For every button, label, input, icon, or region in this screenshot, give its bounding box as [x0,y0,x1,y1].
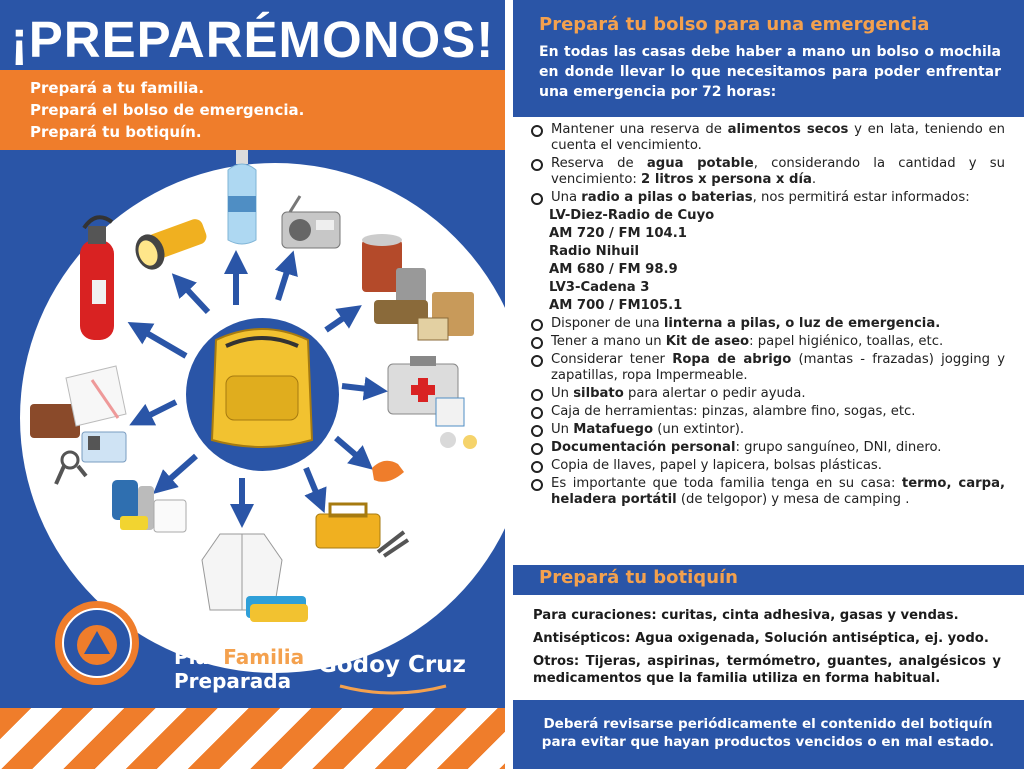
radio-line: AM 720 / FM 104.1 [549,226,687,241]
bag-intro: En todas las casas debe haber a mano un bolso o mochila en donde llevar lo que necesitamos para poder enfrentar una emergencia por 72 horas: [539,44,1001,100]
bag-title: Prepará tu bolso para una emergencia [539,14,930,35]
bullet-icon [531,193,543,205]
radio-icon [282,196,340,248]
flashlight-icon [131,217,209,274]
arrow-right [342,386,376,390]
bag-checklist [529,122,1005,510]
bullet-icon [531,389,543,401]
whistle-icon [372,461,404,482]
first-aid-kit-icon [388,356,477,449]
arrow-up-left [180,282,208,312]
toiletries-icon [112,480,186,532]
radio-line: AM 700 / FM105.1 [549,298,683,313]
plan-word: Plan [174,645,224,669]
godoy-cruz-logo: Godoy Cruz [318,652,466,678]
bullet-icon [531,461,543,473]
list-item: Un Matafuego (un extintor). [529,422,1005,438]
plan-title [174,645,304,669]
list-item: Considerar tener Ropa de abrigo (mantas - frazadas) jogging y zapatillas, ropa Impermeable. [529,352,1005,384]
botiquin-title: Prepará tu botiquín [539,567,738,588]
bullet-icon [531,479,543,491]
arrow-left-upper [138,328,186,356]
radio-line: LV3-Cadena 3 [549,280,650,295]
subtitle-bag: Prepará el bolso de emergencia. [30,101,305,119]
bullet-icon [531,355,543,367]
footer-note: Deberá revisarse periódicamente el contenido del botiquín para evitar que hayan productos vencidos o en mal estado. [541,716,995,750]
subtitle-kit: Prepará tu botiquín. [30,123,202,141]
botiquin-otros: Otros: Tijeras, aspirinas, termómetro, guantes, analgésicos y medicamentos que la familia utiliza en forma habitual. [533,654,1001,686]
list-item: Reserva de agua potable, considerando la cantidad y su vencimiento: 2 litros x persona x día. [529,156,1005,188]
arrow-right-upper [326,312,352,330]
page-title: ¡PREPARÉMONOS! [10,11,495,68]
plan-subtitle: Preparada [174,669,292,693]
bullet-icon [531,425,543,437]
list-item: Disponer de una linterna a pilas, o luz de emergencia. [529,316,1005,332]
list-item: Una radio a pilas o baterias, nos permitirá estar informados: LV-Diez-Radio de Cuyo AM 720 / FM 104.1 Radio Nihuil AM 680 / FM 98.9 LV3-Cadena 3 AM 700 / FM105.1 [529,190,1005,314]
radio-line: LV-Diez-Radio de Cuyo [549,208,715,223]
bullet-icon [531,125,543,137]
left-panel [0,0,505,769]
subtitle-family: Prepará a tu familia. [30,79,205,97]
list-item: Caja de herramientas: pinzas, alambre fino, sogas, etc. [529,404,1005,420]
list-item: Tener a mano un Kit de aseo: papel higiénico, toallas, etc. [529,334,1005,350]
backpack-icon [212,329,312,447]
arrow-down-left [162,456,196,486]
bullet-icon [531,407,543,419]
toolbox-icon [316,504,408,556]
extinguisher-icon [80,217,114,340]
botiquin-curaciones: Para curaciones: curitas, cinta adhesiva, gasas y vendas. [533,608,959,623]
radio-line: AM 680 / FM 98.9 [549,262,678,277]
radio-line: Radio Nihuil [549,244,640,259]
canned-food-icon [362,234,474,340]
list-item: Copia de llaves, papel y lapicera, bolsas plásticas. [529,458,1005,474]
arrow-down-right2 [306,468,320,502]
bullet-icon [531,337,543,349]
botiquin-antisepticos: Antisépticos: Agua oxigenada, Solución antiséptica, ej. yodo. [533,631,989,646]
water-bottle-icon [228,150,256,244]
bullet-icon [531,159,543,171]
bullet-icon [531,319,543,331]
right-panel [513,0,1024,769]
godoy-swoosh-icon [338,682,448,696]
list-item: Un silbato para alertar o pedir ayuda. [529,386,1005,402]
arrow-up-right [278,262,290,300]
list-item: Mantener una reserva de alimentos secos y en lata, teniendo en cuenta el vencimiento. [529,122,1005,154]
arrow-down-right [336,438,364,462]
hazard-stripes [0,708,505,769]
list-item: Es importante que toda familia tenga en su casa: termo, carpa, heladera portátil (de telgopor) y mesa de camping . [529,476,1005,508]
radio-stations [549,208,1005,314]
proteccion-civil-logo [54,600,140,686]
list-item: Documentación personal: grupo sanguíneo, DNI, dinero. [529,440,1005,456]
envelope-icon [66,366,126,426]
jacket-icon [202,534,308,622]
arrow-left [140,402,176,420]
panel-divider [505,0,513,769]
familia-word: Familia [223,645,305,669]
bullet-icon [531,443,543,455]
